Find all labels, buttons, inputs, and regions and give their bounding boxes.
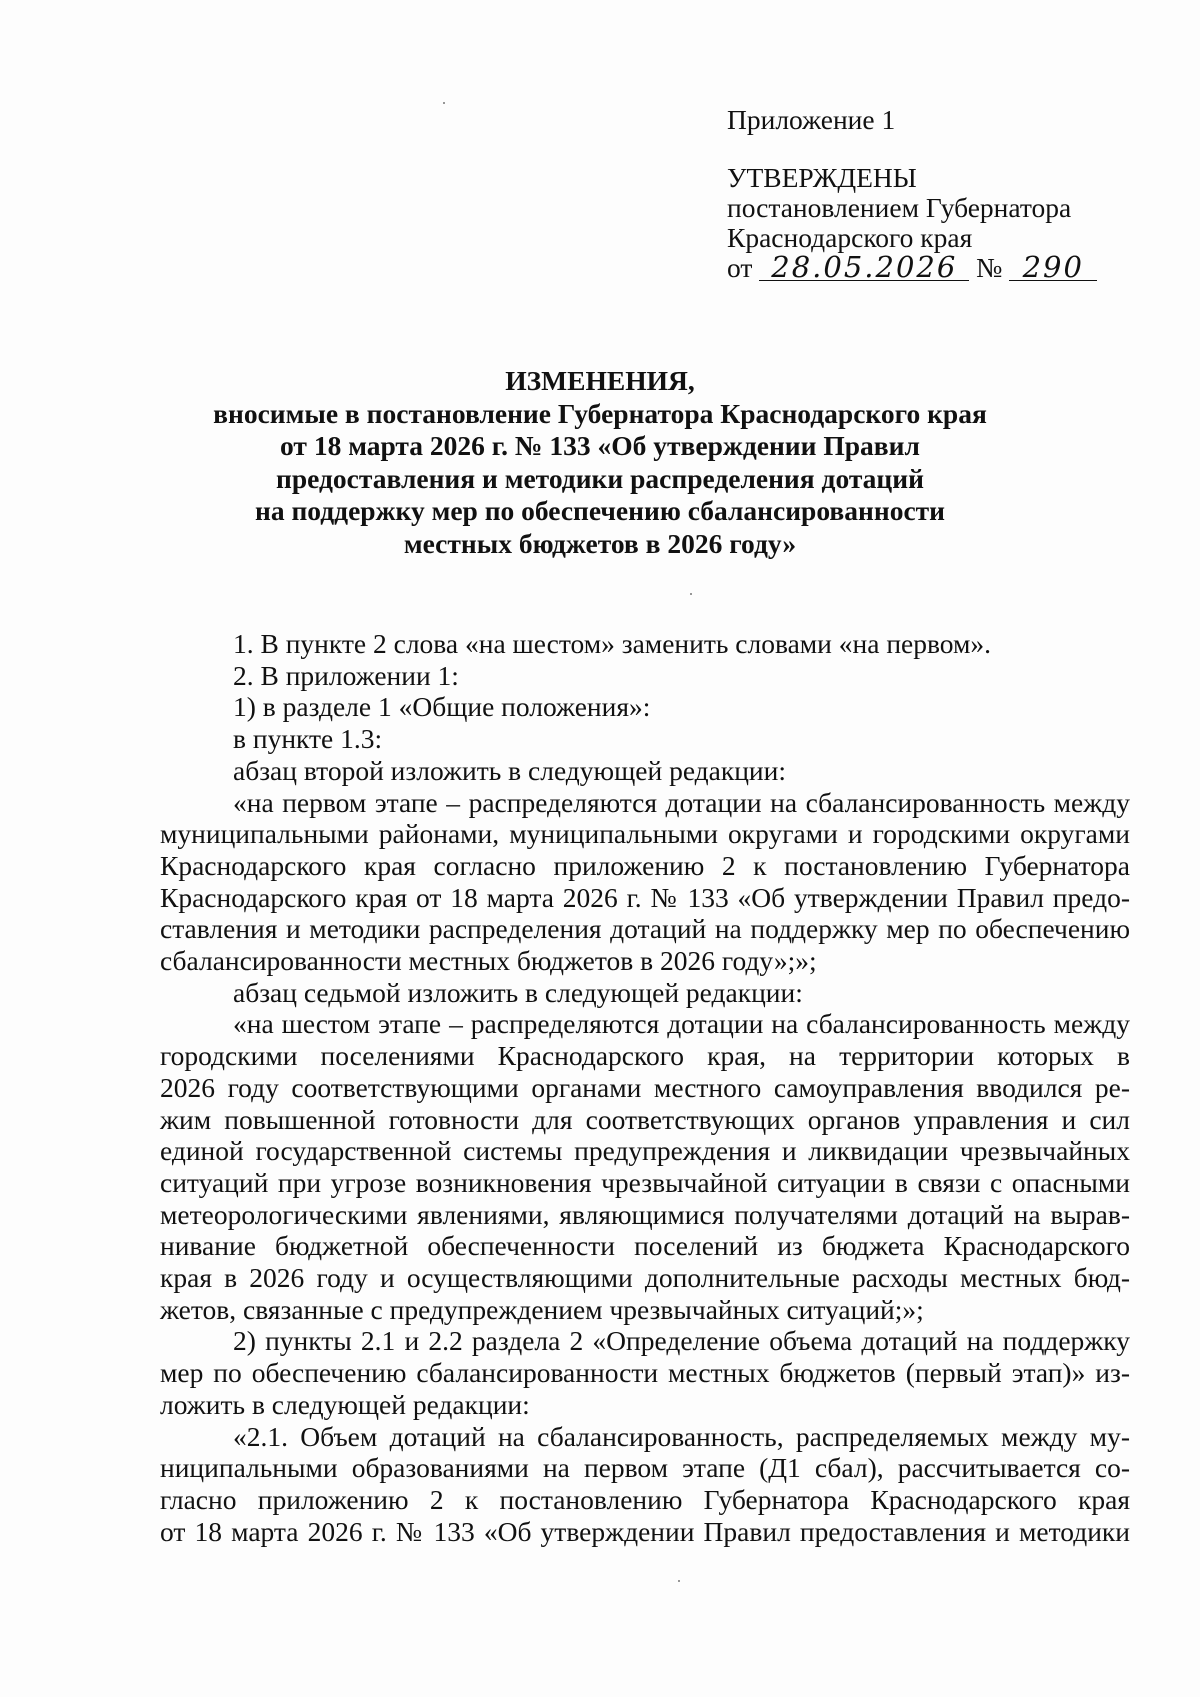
body-line: края в 2026 году и осуществляющими дополнительные расходы местных бюд- — [160, 1262, 1130, 1294]
body-line: сбалансированности местных бюджетов в 2026 году»;»; — [160, 945, 817, 977]
number-sign: № — [976, 252, 1003, 283]
body-line: нивание бюджетной обеспеченности поселений из бюджета Краснодарского — [160, 1230, 1130, 1262]
from-prefix: от — [727, 252, 753, 283]
body-line: ниципальными образованиями на первом этапе (Д1 сбал), рассчитывается со- — [160, 1452, 1130, 1484]
heading-line: ИЗМЕНЕНИЯ, — [505, 365, 695, 396]
body-line: Краснодарского края согласно приложению 2 к постановлению Губернатора — [160, 849, 1130, 881]
body-line: 2. В приложении 1: — [233, 659, 459, 691]
body-line: от 18 марта 2026 г. № 133 «Об утверждении Правил предоставления и методики — [160, 1515, 1130, 1547]
body-line: ставления и методики распределения дотаций на поддержку мер по обеспечению — [160, 913, 1130, 945]
approval-date-number-line — [727, 250, 1127, 284]
body-line: ситуаций при угрозе возникновения чрезвычайной ситуации в связи с опасными — [160, 1166, 1130, 1198]
body-line: абзац седьмой изложить в следующей редакции: — [233, 976, 803, 1008]
body-line: 2) пункты 2.1 и 2.2 раздела 2 «Определение объема дотаций на поддержку — [233, 1325, 1130, 1357]
body-line: городскими поселениями Краснодарского края, на территории которых в — [160, 1040, 1130, 1072]
approved-by-line2: Краснодарского края — [727, 222, 973, 253]
body-line: 2026 году соответствующими органами местного самоуправления вводился ре- — [160, 1071, 1130, 1103]
approved-label: УТВЕРЖДЕНЫ — [727, 162, 917, 193]
body-line: абзац второй изложить в следующей редакции: — [233, 754, 787, 786]
body-line: муниципальными районами, муниципальными округами и городскими округами — [160, 818, 1130, 850]
body-line: метеорологическими явлениями, являющимися получателями дотаций на вырав- — [160, 1198, 1130, 1230]
heading-line: на поддержку мер по обеспечению сбалансированности — [254, 495, 946, 526]
body-line: Краснодарского края от 18 марта 2026 г. № 133 «Об утверждении Правил предо- — [160, 881, 1130, 913]
body-line: в пункте 1.3: — [233, 723, 383, 755]
document-heading — [200, 365, 1000, 560]
scan-speck — [678, 1580, 680, 1582]
body-line: гласно приложению 2 к постановлению Губернатора Краснодарского края — [160, 1483, 1130, 1515]
heading-line: местных бюджетов в 2026 году» — [403, 527, 797, 559]
body-line: жим повышенной готовности для соответствующих органов управления и сил — [160, 1103, 1130, 1135]
approval-block — [727, 105, 1127, 283]
body-line: 1. В пункте 2 слова «на шестом» заменить словами «на первом». — [233, 628, 992, 659]
body-line: «2.1. Объем дотаций на сбалансированность, распределяемых между му- — [233, 1420, 1130, 1452]
document-body — [160, 628, 1130, 1547]
scan-speck — [690, 593, 692, 595]
heading-line: вносимые в постановление Губернатора Краснодарского края — [213, 397, 987, 429]
body-line: 1) в разделе 1 «Общие положения»: — [233, 691, 651, 723]
body-line: единой государственной системы предупреждения и ликвидации чрезвычайных — [160, 1135, 1130, 1167]
body-line: жетов, связанные с предупреждением чрезвычайных ситуаций;»; — [160, 1293, 924, 1325]
scan-speck — [443, 102, 445, 104]
body-line: «на шестом этапе – распределяются дотации на сбалансированность между — [233, 1008, 1130, 1040]
heading-line: от 18 марта 2026 г. № 133 «Об утверждении Правил — [280, 430, 920, 461]
body-line: мер по обеспечению сбалансированности местных бюджетов (первый этап)» из- — [160, 1357, 1130, 1389]
body-line: «на первом этапе – распределяются дотации на сбалансированность между — [233, 786, 1130, 818]
heading-line: предоставления и методики распределения дотаций — [276, 462, 924, 494]
handwritten-number: 290 — [1009, 254, 1097, 281]
body-line: ложить в следующей редакции: — [160, 1388, 530, 1420]
handwritten-date: 28.05.2026 — [759, 254, 969, 281]
appendix-label: Приложение 1 — [727, 104, 896, 135]
approved-by-line1: постановлением Губернатора — [727, 192, 1072, 223]
